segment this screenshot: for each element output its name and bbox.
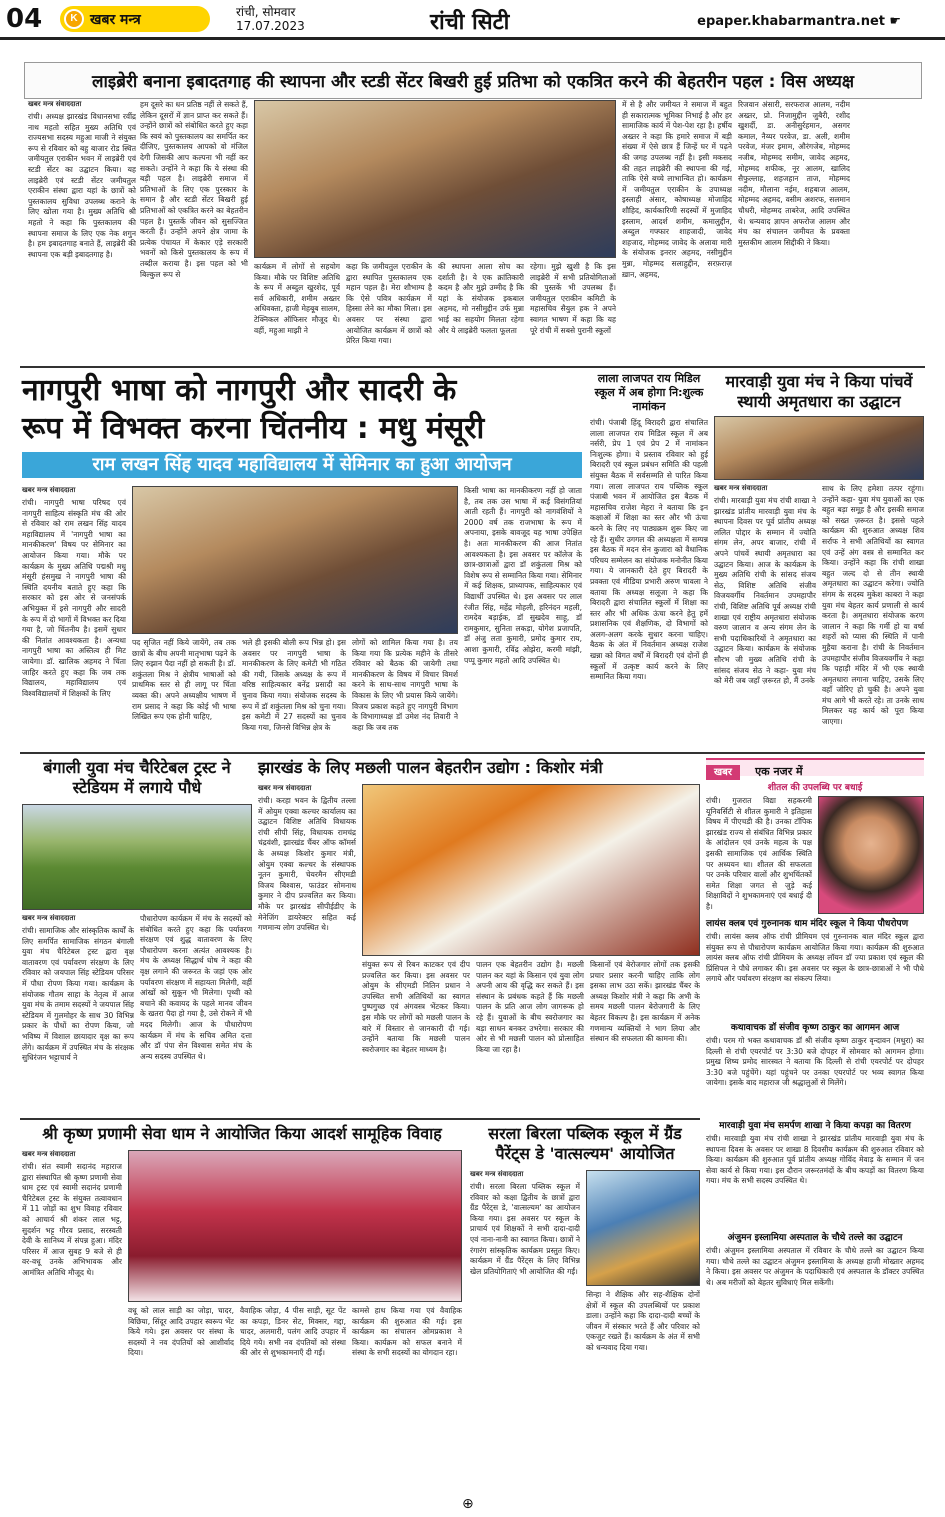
story1-headline: लाइब्रेरी बनाना इबादतगाह की स्थापना और स्टडी सेंटर बिखरी हुई प्रतिभा को एकत्रित करने की बेहतरीन पहल : विस अध्यक्ष: [24, 62, 922, 99]
story6-col3: पालन एक बेहतरीन उद्योग है। मछली पालन कर यहां के किसान एवं युवा लोग अपनी आय की वृद्धि कर सकते हैं। इस संस्थान के प्रबंधक कहते हैं कि मछली पालन के प्रति आज लोग जागरूक हो रहे हैं। युवाओं के बीच स्वरोजगार का बड़ा साधन बनकर उभरेगा। सरकार की ओर से भी मछली पालन को प्रोत्साहित किया जा रहा है।: [476, 960, 584, 1054]
brief4-body: रांची। मारवाड़ी युवा मंच रांची शाखा ने झारखंड प्रांतीय मारवाड़ी युवा मंच के स्थापना दिवस के अवसर पर शाखा 8 दिवसीय कार्यक्रम की शुरुआत रविवार को किया। कार्यक्रम की शुरुआत पूर्व प्रांतीय अध्यक्ष गोविंद मेवाड़ के सम्मान में जन सेवा कार्य से किया गया। इस दौरान जरूरतमंदों के बीच कपड़ों का वितरण किया गया। मंच के सभी सदस्य उपस्थित थे।: [706, 1134, 924, 1186]
story8-photo: [586, 1170, 700, 1286]
divider: [20, 1118, 700, 1120]
story5-byline: खबर मन्त्र संवाददाता: [22, 914, 76, 922]
story1-col4: कहा कि जमीयतुल एराकीन के द्वारा स्थापित पुस्तकालय एक महान पहल है। मेरा शौभाग्य है कि ऐसे पवित्र कार्यक्रम में हिस्सा लेने का मौका मिला। इस अवसर पर संस्था द्वारा आयोजित कार्यक्रम में छात्रों को प्रेरित किया गया।: [346, 262, 432, 346]
story1-col2: हम दूसरे का धन प्रतिष्ठ नहीं ले सकते हैं, लेकिन दूसरों में ज्ञान प्राप्त कर सकते हैं। उन्होंने छात्रों को संबोधित करते हुए कहा कि स्वयं को पुस्तकालय का समर्पित कर दीजिए, पुस्तकालय आपको वो मंजिल देगी जिसकी आप कल्पना भी नहीं कर सकते। उन्होंने ने कहा कि ये संस्था की बड़ी पहल है। लाइब्रेरी समाज में प्रतिभाओं के लिए एक पुरस्कार के समान है और स्टडी सेंटर बिखरी हुई प्रतिभाओं को एकत्रित करने का बेहतरीन पहल है। पुस्तकें जीवन को सुसज्जित करती हैं। उन्होंने अपने क्षेत्र जामा के प्रत्येक पंचायत में केकार एड़े सरकारी भवनों को किसे पुस्तकालय के रूप में तब्दील कराया है। इस पहल को भी बिल्कुल रूप से: [140, 100, 248, 279]
story7-col2: वधू को लाल साड़ी का जोड़ा, चादर, बिछिया, सिंदूर आदि उपहार स्वरूप भेंट किये गये। इस अवसर पर संस्था के सदस्यों ने नव दंपतियों को आशीर्वाद दिया।: [128, 1306, 234, 1358]
story4-photo: [714, 416, 924, 480]
khabar-tag: खबर: [706, 765, 740, 780]
story3-body: रांची। पंजाबी हिंदू बिरादरी द्वारा संचालित लाला लाजपत राय मिडिल स्कूल में अब नर्सरी, प्रेप 1 एवं प्रेप 2 में नामांकन निःशुल्क होगा। ये प्रस्ताव रविवार को हुई बिरादरी एवं स्कूल प्रबंधन समिति की पहली संयुक्त बैठक में सर्वसम्मति से पारित किया गया। लाला लाजपत राय पब्लिक स्कूल पंजाबी भवन में आयोजित इस बैठक में महासचिव राजेश मेहरा ने बताया कि इन कक्षाओं में शिक्षा का स्तर और भी ऊंचा करने के लिए नए पाठ्यक्रम शुरू किए जा रहे हैं। सुधीर उगगल की अध्यक्षता में सम्पन्न इस बैठक में मदन सेन कुजारा को वैधानिक परिचय सम्मेलन का संयोजक मनोनीत किया गया। ये जानकारी देते हुए बिरादरी के प्रवक्ता एवं मीडिया प्रभारी अरुण चावला ने बताया कि अध्यक्ष सलूजा ने कहा कि बिरादरी द्वारा संचालित स्कूलों में शिक्षा का स्तर और भी अधिक ऊंचा करने हेतु हमें प्रशासनिक एवं शैक्षणिक, दो विभागों को अलग-अलग करके सुधार करना चाहिए। बैठक के अंत में निवर्तमान अध्यक्ष राजेश खन्ना को विगत वर्षों में बिरादरी एवं दोनों ही स्कूलों में उत्कृष्ट कार्य करने के लिए सम्मानित किया गया।: [590, 418, 708, 682]
story2-byline: खबर मन्त्र संवाददाता: [22, 486, 76, 494]
story1-col3: कार्यक्रम में लोगों से सहयोग किया। मौके पर विशिष्ट अतिथि के रूप में अब्दुल खुरशेद, पूर्व सर्व अधिकारी, शमीम अख्तर अधिवक्ता, हाजी मेहबूब सालम, टेक्निकल ऑफिसर मौजूद थे। वहीं, महुआ माझी ने: [254, 262, 340, 335]
brief3-headline: कथावाचक डॉ संजीव कृष्ण ठाकुर का आगमन आज: [730, 1023, 900, 1033]
crosshair-icon: ⊕: [462, 1496, 474, 1512]
brief4-headline: मारवाड़ी युवा मंच समर्पण शाखा ने किया कपड़ा का वितरण: [719, 1121, 911, 1131]
story4-byline: खबर मन्त्र संवाददाता: [714, 484, 768, 492]
page-number: 04: [6, 4, 43, 34]
brief1-headline: शीतल की उपलब्धि पर बधाई: [767, 783, 863, 793]
brief2-body: रांची। लायंस क्लब ऑफ रांची प्रीमियम एवं गुरुनानक बाल मंदिर स्कूल द्वारा संयुक्त रूप से पौधारोपण कार्यक्रम आयोजित किया गया। कार्यक्रम की शुरुआत लायंस क्लब ऑफ रांची प्रीमियम के अध्यक्ष लॉयन डॉ ज्या प्रकाश एवं स्कूल की प्रिंसिपल ने पौधे लगाकर की। इस अवसर पर स्कूल के छात्र-छात्राओं ने भी पौधे लगाये और पर्यावरण संरक्षण का संकल्प लिया।: [706, 932, 924, 984]
story5-col1: रांची। सामाजिक और सांस्कृतिक कार्यों के लिए समर्पित सामाजिक संगठन बंगाली युवा मंच चैरिटेबल ट्रस्ट द्वारा वृक्ष वातावरण एवं पर्यावरण संरक्षण के लिए रविवार को जयपाल सिंह स्टेडियम परिसर में पौधा रोपण किया गया। कार्यक्रम के संयोजक गौतम साहा के नेतृत्व में आज युवा मंच के तमाम सदस्यों ने जयपाल सिंह स्टेडियम में गुलमोहर के साथ 30 विभिन्न प्रकार के पौधों का रोपण किया, जो भविष्य में विशाल छायादार वृक्ष का रूप लेंगे। कार्यक्रम में उपस्थित मंच के संरक्षक सुधिरंजन भट्टाचार्य ने: [22, 926, 134, 1063]
story1-col1: रांची। अध्यक्ष झारखंड विधानसभा रवींद्र नाथ महतो सहित मुख्य अतिथि एवं राज्यसभा सदस्य महुआ माजी ने संयुक्त रूप से रविवार को बहु बाजार रोड स्थित जमीयतुल एराकीन भवन में लाइब्रेरी एवं स्टडी सेंटर का उद्घाटन किया। यह लाइब्रेरी एवं स्टडी सेंटर जमीयतुल एराकीन संस्था द्वारा यहां के छात्रों को पुस्तकालय सुविधा उपलब्ध कराने के लिए खोला गया है। मुख्य अतिथि श्री महतो ने कहा कि पुस्तकालय की स्थापना समाज के लिए एक नेक शगुन है। हम इबादतगाह बनाते हैं, लाइब्रेरी की स्थापना एक बड़ी इबादतगाह है।: [28, 112, 136, 259]
divider: [20, 366, 925, 368]
page-header: [0, 0, 945, 40]
dateline: [236, 5, 305, 33]
story5-col2: पौधारोपण कार्यक्रम में मंच के सदस्यों को संबोधित करते हुए कहा कि पर्यावरण संरक्षण एवं शुद्ध वातावरण के लिए पौधारोपण करना अत्यंत आवश्यक है। मंच के अध्यक्ष सिद्धार्थ घोष ने कहा की वृक्ष लगाने की जरूरत के जहां एक ओर पर्यावरण संरक्षण में सहायता मिलेगी, वहीं आंखों को सुकून भी मिलेगा। पृथ्वी को बचाने की कवायद के पहले मानव जीवन के खतरा पैदा हो गया है, उसे रोकने में भी मदद मिलेगी। आज के पौधारोपण कार्यक्रम में मंच के सचिव अमित दत्ता और डॉ पंपा सेन विश्वास समेत मंच के अन्य सदस्य उपस्थित थे।: [140, 914, 252, 1061]
story1-col8: रिजवान अंसारी, सरफराज आलम, नदीम अख्तर, प्रो. निजामुद्दीन जुबैरी, रशीद खुशर्दी, डा. अनीसुर्रहमान, असगर कमाल, नैय्यर परवेज, डा. अली, शमीम परवेज, मंजर इमाम, औरंगजेब, मोहम्मद नजीब, मोहम्मद समीम, जावेद अहमद, मोहम्मद शफीक, नूर आलम, खालिद सैफुल्लाह, शहजहान ताज, मोहम्मद नदीम, मौलाना नईम, शहबाज आलम, मोहम्मद अहमद, वसीम अशरफ, सलमान चौधरी, मोहम्मद ताबरेज, आदि उपस्थित थे। धन्यवाद ज्ञापन अफरोज आलम और मंच का संचालन जमीयत के प्रवक्ता मुस्तकीम आलम सिद्दीकी ने किया।: [738, 100, 850, 247]
nazar-title: एक नजर में: [755, 765, 803, 778]
story2-col2: पद सृजित नहीं किये जायेंगे, तब तक छात्रों के बीच अपनी मातृभाषा पढ़ने के लिए रुझान पैदा नहीं हो सकती है। डॉ. शकुंतला मिश्र ने क्षेत्रीय भाषाओं को प्राथमिक स्तर से ही लागू पर चिंता व्यक्त की। अपने अध्यक्षीय भाषण में राम प्रसाद ने कहा कि कोई भी भाषा लिखित रूप एक होनी चाहिए,: [132, 638, 236, 722]
story2-col3: भले ही इसकी बोली रूप भिन्न हो। इस अवसर पर नागपुरी भाषा के मानकीकरण के लिए कमेटी भी गठित की गयी, जिसके अध्यक्ष के रूप में वरिष्ठ साहित्यकार बनेंद्र प्रसादी का चुनाव किया गया। संयोजक सदस्य के रूप में डॉ शकुंतला मिश्र को चुना गया। इस कमेटी में 27 सदस्यों का चुनाव किया गया, जिनसे विभिन्न क्षेत्र के: [242, 638, 346, 732]
brief1-photo: [818, 796, 924, 914]
story7-headline: श्री कृष्ण प्रणामी सेवा धाम ने आयोजित किया आदर्श सामूहिक विवाह: [42, 1124, 442, 1143]
story4-col1: रांची। मारवाड़ी युवा मंच रांची शाखा ने झारखंड प्रांतीय मारवाड़ी युवा मंच के स्थापना दिवस पर पूर्व प्रांतीय अध्यक्ष ललित पोद्दार के सम्मान में ज्योति संगम लेन, अपर बाजार, रांची में अपने पांचवें स्थायी अमृतधारा का उद्घाटन किया। आज के कार्यक्रम के मुख्य अतिथि रांची के सांसद संजय सेठ, विशिष्ट अतिथि संजीव विजयवर्गीय निवर्तमान उपमहापौर रांची, विशिष्ट अतिथि पूर्व अध्यक्ष रांची शाखा एवं राष्ट्रीय अमृतधारा संयोजक वरुण जालान व अन्य संगम लेन के सभी पदाधिकारियों ने अमृतधारा का उद्घाटन किया। कार्यक्रम के संयोजक सौरभ जी मुख्य अतिथि रांची के सांसद संजय सेठ ने कहा- युवा मंच को मेरी जब जहाँ ज़रूरत हो, मैं उनके: [714, 496, 816, 686]
story1-byline: खबर मन्त्र संवाददाता: [28, 100, 82, 108]
story5-photo: [22, 804, 252, 910]
pointer-icon: ☛: [889, 14, 901, 29]
story4-headline: मारवाड़ी युवा मंच ने किया पांचवें स्थायी अमृतधारा का उद्घाटन: [725, 372, 913, 411]
story7-col1: रांची। संत स्वामी सदानंद महाराज द्वारा संस्थापित श्री कृष्ण प्रणामी सेवा धाम ट्रस्ट एवं स्वामी सदानंद प्रणामी चैरिटेबल ट्रस्ट के संयुक्त तत्वावधान में 11 जोड़ों का शुभ विवाह रविवार को आचार्य श्री शंकर लाल भट्ट, सुदर्शन भट्ट गौरव प्रसाद, सरस्वती देवी के सानिध्य में संपन्न हुआ। मंदिर परिसर में आज सुबह 9 बजे से ही वर-वधू उनके अभिभावक और आमंत्रित अतिथि मौजूद थे।: [22, 1162, 122, 1277]
story6-col1: रांची। करहा भवन के द्वितीय तल्ला में ओयुम एक्वा कल्चर कार्यालय का उद्घाटन विशिष्ट अतिथि विधायक रांची सीपी सिंह, विधायक रामचंद्र चंद्रवंशी, झारखंड चैंबर ऑफ कॉमर्स के अध्यक्ष किशोर कुमार मंत्री, ओयुम एक्वा कल्चर के संस्थापक नूतन कुमारी, चेयरमैन सीएमडी विजय बिश्वास, फाउंडर सोमनाथ कुमार ने दीप प्रज्वलित कर किया। मौके पर झारखंड सीपीईडीए के मेनेजिंग डायरेक्टर सहित कई गणमान्य लोग उपस्थित थे।: [258, 796, 356, 933]
brief5-body: रांची। अंजुमन इस्लामिया अस्पताल में रविवार के चौथे तल्ले का उद्घाटन किया गया। चौथे तल्ले का उद्घाटन अंजुमन इस्लामिया के अध्यक्ष हाजी मोख्तार अहमद ने किया। इस अवसर पर अंजुमन के पदाधिकारी एवं अस्पताल के डॉक्टर उपस्थित थे। अब मरीजों को बेहतर सुविधाएं मिल सकेंगी।: [706, 1246, 924, 1287]
brand-logo[interactable]: [60, 6, 210, 32]
story3-headline: लाला लाजपत राय मिडिल स्कूल में अब होगा नि:शुल्क नामांकन: [594, 372, 704, 413]
story2-photo: [132, 486, 458, 634]
story8-headline: सरला बिरला पब्लिक स्कूल में ग्रैंड पैरेंट्स डे 'वात्सल्यम' आयोजित: [488, 1124, 682, 1163]
story2-col1: रांची। नागपुरी भाषा परिषद एवं नागपुरी साहित्य संस्कृति मंच की ओर से रविवार को राम लखन सिंह यादव महाविद्यालय में 'नागपुरी भाषा का मानकीकरण' विषय पर सेमिनार का आयोजन किया गया। मौके पर कार्यक्रम के मुख्य अतिथि पद्मश्री मधु मंसूरी हंसमुख ने नागपुरी भाषा की स्थिति दयनीय बताते हुए कहा कि सरकार को इस ओर से जनसंपर्क अभियुक्त में इसे नागपुरी और सादरी के रूप में दो भागों में विभक्त कर दिया गया है, जो चिंतनीय है। इसमें सुधार की नितांत आवश्यकता है। अन्यथा नागपुरी भाषा का अस्तित्व ही मिट जायेगा। डॉ. खालिक अहमद ने चिंता जाहिर करते हुए कहा कि जब तक विद्यालय, महाविद्यालय एवं विश्वविद्यालयों में शिक्षकों के लिए: [22, 498, 126, 698]
story1-photo: [254, 100, 616, 258]
story6-photo: [362, 784, 700, 956]
story8-col1: रांची। सरला बिरला पब्लिक स्कूल में रविवार को कक्षा द्वितीय के छात्रों द्वारा ग्रैंड पैरेंट्स डे, 'वात्सल्यम' का आयोजन किया गया। इस अवसर पर स्कूल के प्राचार्य एवं शिक्षकों ने सभी दादा-दादी एवं नाना-नानी का स्वागत किया। छात्रों ने रंगारंग सांस्कृतिक कार्यक्रम प्रस्तुत किए। कार्यक्रम में ग्रैंड पैरेंट्स के लिए विभिन्न खेल प्रतियोगिताएं भी आयोजित की गईं।: [470, 1182, 580, 1276]
date: 17.07.2023: [236, 19, 305, 33]
story7-photo: [128, 1150, 462, 1302]
story6-headline: झारखंड के लिए मछली पालन बेहतरीन उद्योग : किशोर मंत्री: [258, 758, 603, 777]
story5-headline: बंगाली युवा मंच चैरिटेबल ट्रस्ट ने स्टेडियम में लगाये पौधे: [43, 758, 231, 797]
story6-byline: खबर मन्त्र संवाददाता: [258, 784, 312, 792]
story2-headline-line2: रूप में विभक्त करना चिंतनीय : मधु मंसूरी: [22, 411, 485, 446]
story1-col6: रहेगा। मुझे खुशी है कि इस लाइब्रेरी में सभी प्रतियोगिताओं की पुस्तकें भी उपलब्ध हैं। जमीयतुल एराकीन कमिटी के महासचिव सैयुल हक ने अपने स्वागत भाषण में कहा कि यह पूरे रांची में सबसे पुरानी स्कूलों: [530, 262, 616, 335]
story2-col5: किसी भाषा का मानकीकरण नहीं हो जाता है, तब तक उस भाषा में कई विसंगतियां आती रहती हैं। नागपुरी को नागवंशियों ने 2000 वर्ष तक राजभाषा के रूप में अपनाया, इसके बावजूद यह भाषा उपेक्षित है। अतः मानकीकरण की आज नितांत आवश्यकता है। इस अवसर पर कॉलेज के छात्र-छात्राओं द्वारा डॉ शकुंतला मिश्र को विशेष रूप से सम्मानित किया गया। सेमिनार में कई शिक्षक, प्राध्यापक, साहित्यकार एवं विद्यार्थी उपस्थित थे। इस अवसर पर लाल रंजीत सिंह, महेंद्र मोहली, हरिनंदन महली, रामदेव बड़ाईक, डॉ सुखदेव साहू, डॉ रामकुमार, सुनिता लकड़ा, योगेश प्रजापति, डॉ अंजु लता कुमारी, प्रमोद कुमार राय, आशा कुमारी, रविंद्र ओझेरा, करमी मांझी, पप्पू कुमार महतो आदि उपस्थित थे।: [464, 486, 582, 665]
story6-col2: संयुक्त रूप से रिबन काटकर एवं दीप प्रज्वलित कर किया। इस अवसर पर ओयुम के सीएमडी नितिन प्रधान ने उपस्थित सभी अतिथियों का स्वागत पुष्पगुच्छ एवं अंगवस्त्र भेंटकर किया। इस मौके पर लोगों को मछली पालन के बारे में विस्तार से जानकारी दी गई। उन्होंने बताया कि मछली पालन स्वरोजगार का बेहतर माध्यम है।: [362, 960, 470, 1054]
brief3-body: रांची। परम गो भक्त कथावाचक डॉ श्री संजीव कृष्ण ठाकुर वृन्दावन (मथुरा) का दिल्ली से रांची एयरपोर्ट पर 3:30 बजे दोपहर में सोमवार को आगमन होगा। प्रमुख शिष्य प्रमोद सारस्वत ने बताया कि दिल्ली से रांची एयरपोर्ट पर दोपहर 3:30 बजे पहुंचेंगे। यहां पहुंचने पर उनका एयरपोर्ट पर भव्य स्वागत किया जायेगा। इसके बाद महाराज जी श्रद्धालुओं से मिलेंगे।: [706, 1036, 924, 1088]
divider: [20, 752, 925, 754]
epaper-link[interactable]: epaper.khabarmantra.net: [697, 14, 885, 29]
nazar-header: [706, 758, 924, 776]
story6-col4: किसानों एवं बेरोजगार लोगों तक इसकी प्रचार प्रसार करनी चाहिए ताकि लोग इसका लाभ उठा सकें। झारखंड चैंबर के अध्यक्ष किशोर मंत्री ने कहा कि अभी के समय मछली पालन बेरोजगारी के लिए बेहतर विकल्प है। इस कार्यक्रम में अनेक गणमान्य व्यक्तियों ने भाग लिया और संस्थान की सफलता की कामना की।: [590, 960, 700, 1044]
story7-col4: कामसे हाथ किया गया एवं वैवाहिक कार्यक्रम की शुरुआत की गई। इस कार्यक्रम का संचालन ओमप्रकाश ने किया। कार्यक्रम को सफल बनाने में संस्था के सभी सदस्यों का योगदान रहा।: [352, 1306, 462, 1358]
brand-name: खबर मन्त्र: [90, 11, 141, 28]
brand-mark-icon: K: [64, 9, 84, 29]
story8-byline: खबर मन्त्र संवाददाता: [470, 1170, 524, 1178]
story2-headline-line1: नागपुरी भाषा को नागपुरी और सादरी के: [22, 373, 457, 408]
brief2-headline: लायंस क्लब एवं गुरुनानक धाम मंदिर स्कूल ने किया पौधरोपण: [706, 919, 909, 929]
brief1-body: रांची। गुजरात विद्या सहकरमी यूनिवर्सिटी से शीतल कुमारी ने इतिहास विषय में पीएचडी की है। उनका टॉपिक झारखंड राज्य से संबंधित विभिन्न प्रकार के आंदोलन एवं उनके महत्व के पक्ष इसकी सामाजिक एवं आर्थिक स्थिति पर अध्ययन था। शीतल की सफलता पर उनके परिवार वालों और शुभचिंतकों समेत शिक्षा जगत से जुड़े कई शिक्षाविदों ने शुभकामनाएं एवं बधाई दी है।: [706, 796, 812, 911]
brief5-headline: अंजुमन इस्लामिया अस्पताल के चौथे तल्ले का उद्घाटन: [727, 1233, 903, 1243]
section-title: रांची सिटी: [430, 10, 510, 35]
date-place: रांची, सोमवार: [236, 5, 296, 19]
story7-byline: खबर मन्त्र संवाददाता: [22, 1150, 76, 1158]
story2-subhead: राम लखन सिंह यादव महाविद्यालय में सेमिनार का हुआ आयोजन: [22, 452, 582, 478]
story2-col4: लोगों को शामिल किया गया है। तय किया गया कि प्रत्येक महीने के तीसरे रविवार को बैठक की जायेगी तथा मानकीकरण के विषय में विचार विमर्श करने के साथ-साथ नागपुरी भाषा के विकास के लिए भी प्रयास किये जायेंगे। विजय प्रकाश कहते हुए नागपुरी विभाग के विभागाध्यक्ष डॉ उमेश नंद तिवारी ने कहा कि जब तक: [352, 638, 458, 732]
story8-col2: सिन्हा ने शैक्षिक और सह-शैक्षिक दोनों क्षेत्रों में स्कूल की उपलब्धियों पर प्रकाश डाला। उन्होंने कहा कि दादा-दादी बच्चों के जीवन में संस्कार भरते हैं और परिवार को एकजुट रखते हैं। कार्यक्रम के अंत में सभी को धन्यवाद दिया गया।: [586, 1290, 700, 1352]
story4-col2: साथ के लिए हमेशा तत्पर रहूंगा। उन्होंने कहा- युवा मंच युवाओं का एक बहुत बड़ा समूह है और इसकी समाज को सख्त ज़रूरत है। इससे पहले कार्यक्रम की शुरुआत अध्यक्ष शिव सर्राफ ने सभी अतिथियों का स्वागत एवं उन्हें अंग वस्त्र से सम्मानित कर किया। उन्होंने कहा कि रांची शाखा बहुत जल्द दो से तीन स्थायी अमृतधारा का उद्घाटन करेगा। ज्योति संगम के सदस्य मुकेश काबरा ने कहा युवा मंच बेहतर कार्य प्रणाली से कार्य करता है। अमृतधारा संयोजक करण जालान ने कहा कि गर्मी हो या वर्षा शहरों को प्यास की स्थिति में पानी मुहैया कराना है। रांची के निवर्तमान उपमहापौर संजीव विजयवर्गीय ने कहा कि पहाड़ी मंदिर में भी एक स्थायी अमृतधारा लगाना चाहिए, उसके लिए वहाँ जोरिए हो चुकी है। अपने युवा मंच आगे भी करते रहे। ता उनके साथ मिलकर यह कार्य को पूरा किया जाएगा।: [822, 484, 924, 727]
story1-col7: में से है और जमीयत ने समाज में बहुत ही सकारात्मक भूमिका निभाई है और हर सामाजिक कार्य में पेश-पेश रहा है। हर्षीय अख्तर ने कहा कि हमारे समाज में बड़ी संख्या में ऐसे छात्र हैं जिन्हें घर में पढ़ने की जगह उपलब्ध नहीं है। इसी मकसद की तहत लाइब्रेरी की स्थापना की गई, ताकि ऐसे बच्चे लाभान्वित हो। कार्यक्रम में जमीयतुल एराकीन के उपाध्यक्ष इस्लाही अंसार, कोषाध्यक्ष मोजाहिद शौहिद, कार्यकारिणी सदस्यों में मुजाहिद इस्लाम, आदर्श शमीम, कमालुद्दीन, अब्दुल गफ्फार शाहजादी, जावेद शहजाद, मोहम्मद जावेद के अलावा मारी के संयोजक इनरार अहमद, नसीमुद्दीन मुन्ना, मोहम्मद सलाहुद्दीन, सरफ़राज़ ख़ान, अहमद,: [622, 100, 732, 279]
story7-col3: वैवाहिक जोड़ा, 4 पीस साड़ी, सूट पेंट का कपड़ा, डिनर सेट, मिक्सर, गद्दा, चादर, अलमारी, पलंग आदि उपहार में दिये गये। सभी नव दंपतियों को संस्था की ओर से शुभकामनाएँ दी गईं।: [240, 1306, 346, 1358]
story1-col5: की स्थापना आला सोच का दर्शाती है। ये एक क्रांतिकारी कदम है और मुझे उम्मीद है कि यहां के संयोजक इकबाल अहमद, मो नसीमुद्दीन उर्फ मुन्ना भाई का सहयोग मिलता रहेगा और ये लाइब्रेरी फलता फूलता: [438, 262, 524, 335]
